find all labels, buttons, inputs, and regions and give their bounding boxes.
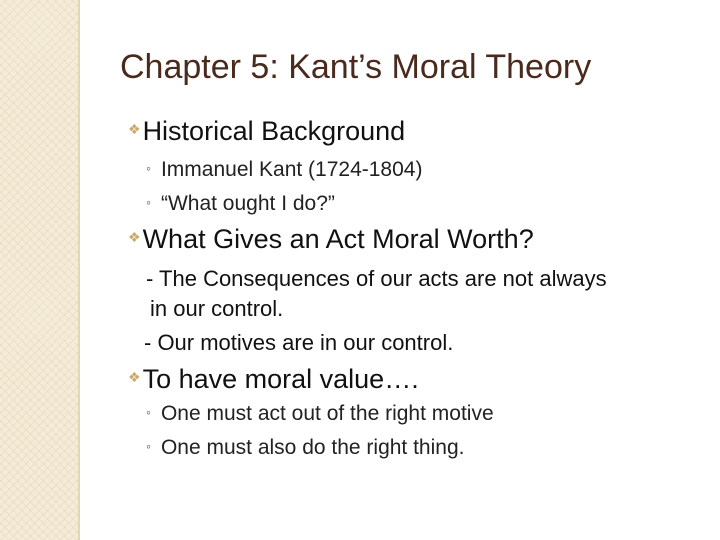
slide-title: Chapter 5: Kant’s Moral Theory <box>120 48 592 86</box>
sub-bullet-right-motive <box>146 402 494 426</box>
bullet-moral-worth <box>128 224 534 255</box>
ring-bullet-icon: ◦ <box>146 160 151 176</box>
dingbat-bullet-icon: ❖ <box>128 369 141 385</box>
bullet-historical-background <box>128 116 405 147</box>
sub-bullet-text: “What ought I do?” <box>160 192 335 215</box>
dash-line-motives: - Our motives are in our control. <box>144 330 454 355</box>
ring-bullet-icon: ◦ <box>146 438 151 454</box>
dash-line-continuation: in our control. <box>150 296 284 321</box>
bullet-text: What Gives an Act Moral Worth? <box>142 224 534 254</box>
bullet-moral-value <box>128 364 419 395</box>
bullet-text: To have moral value…. <box>142 364 419 394</box>
decorative-side-band <box>0 0 78 540</box>
sub-bullet-right-thing <box>146 436 464 460</box>
ring-bullet-icon: ◦ <box>146 404 151 420</box>
sub-bullet-text: One must act out of the right motive <box>160 402 494 425</box>
sub-bullet-kant-dates <box>146 158 422 182</box>
bullet-text: Historical Background <box>142 116 406 146</box>
ring-bullet-icon: ◦ <box>146 194 151 210</box>
side-band-divider <box>78 0 80 540</box>
sub-bullet-text: One must also do the right thing. <box>160 436 465 459</box>
dingbat-bullet-icon: ❖ <box>128 121 141 137</box>
sub-bullet-what-ought <box>146 192 335 216</box>
dingbat-bullet-icon: ❖ <box>128 229 141 245</box>
dash-line-consequences: - The Consequences of our acts are not always <box>146 266 607 291</box>
sub-bullet-text: Immanuel Kant (1724-1804) <box>160 158 423 181</box>
